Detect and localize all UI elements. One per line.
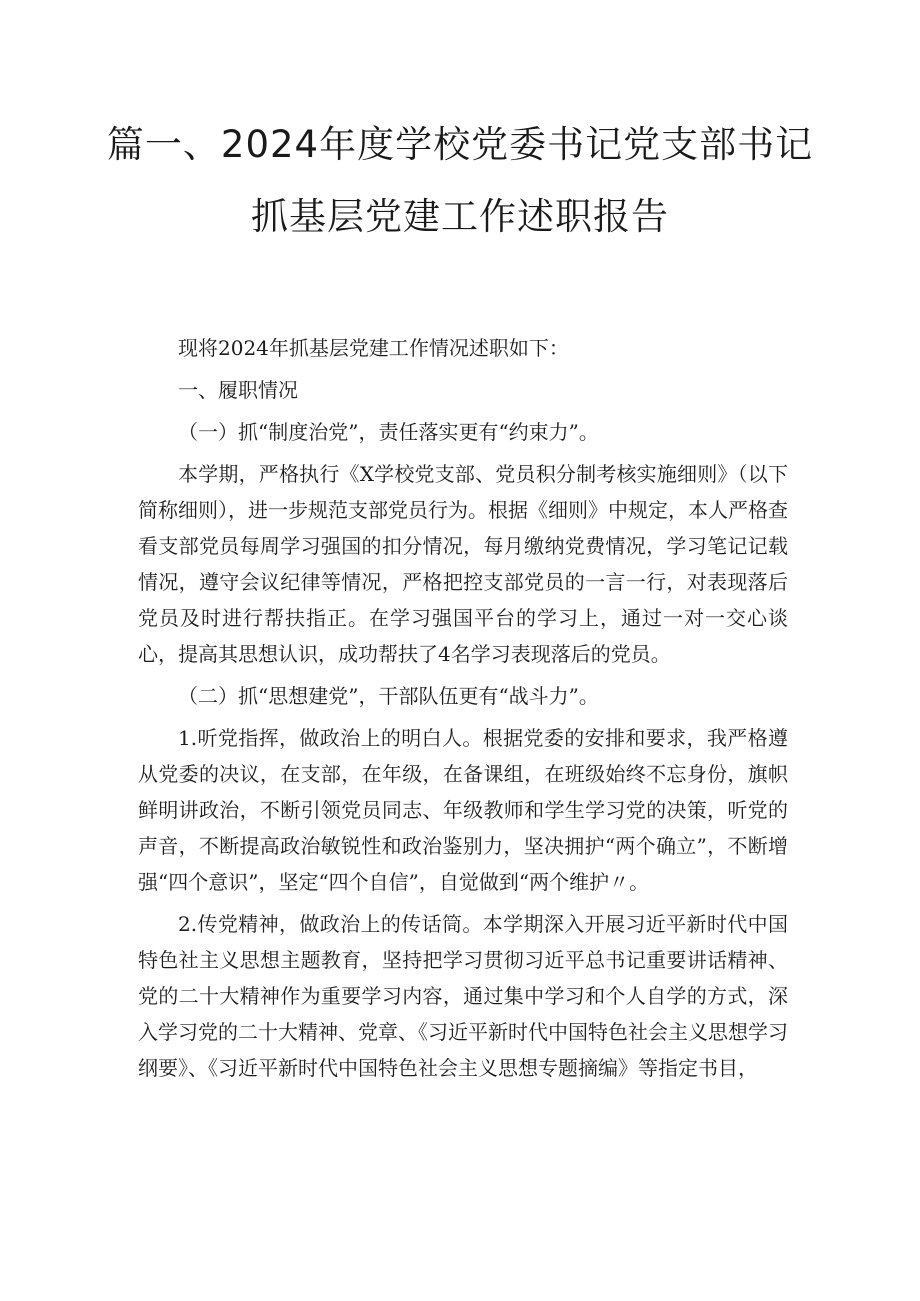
paragraph-item-1: 1.听党指挥，做政治上的明白人。根据党委的安排和要求，我严格遵从党委的决议，在支部，在年级，在备课组，在班级始终不忘身份，旗帜鲜明讲政治，不断引领党员同志、年级教师和学生学习党的决策，听党的声音，不断提高政治敏锐性和政治鉴别力，坚决拥护“两个确立”，不断增强“四个意识”，坚定“四个自信”，自觉做到“两个维护〃。 — [138, 726, 788, 894]
paragraph-institution: 本学期，严格执行《X学校党支部、党员积分制考核实施细则》（以下简称细则），进一步规范支部党员行为。根据《细则》中规定，本人严格查看支部党员每周学习强国的扣分情况，每月缴纳党费情况，学习笔记记载情况，遵守会议纪律等情况，严格把控支部党员的一言一行，对表现落后党员及时进行帮扶指正。在学习强国平台的学习上，通过一对一交心谈心，提高其思想认识，成功帮扶了4名学习表现落后的党员。 — [138, 462, 788, 666]
subheading-institution: （一）抓“制度治党”，责任落实更有“约束力”。 — [178, 420, 599, 444]
document-body — [138, 330, 788, 1086]
subheading-ideology: （二）抓“思想建党”，干部队伍更有“战斗力”。 — [178, 684, 599, 708]
document-title-line-2: 抓基层党建工作述职报告 — [251, 195, 669, 238]
heading-performance: 一、履职情况 — [178, 378, 298, 402]
paragraph-item-2: 2.传党精神，做政治上的传话筒。本学期深入开展习近平新时代中国特色社主义思想主题教育，坚持把学习贯彻习近平总书记重要讲话精神、党的二十大精神作为重要学习内容，通过集中学习和个人自学的方式，深入学习党的二十大精神、党章、《习近平新时代中国特色社会主义思想学习纲要》、《习近平新时代中国特色社会主义思想专题摘编》等指定书目， — [138, 912, 788, 1080]
document-title-line-1: 篇一、2024年度学校党委书记党支部书记 — [106, 123, 814, 166]
paragraph-intro: 现将2024年抓基层党建工作情况述职如下： — [178, 336, 569, 360]
